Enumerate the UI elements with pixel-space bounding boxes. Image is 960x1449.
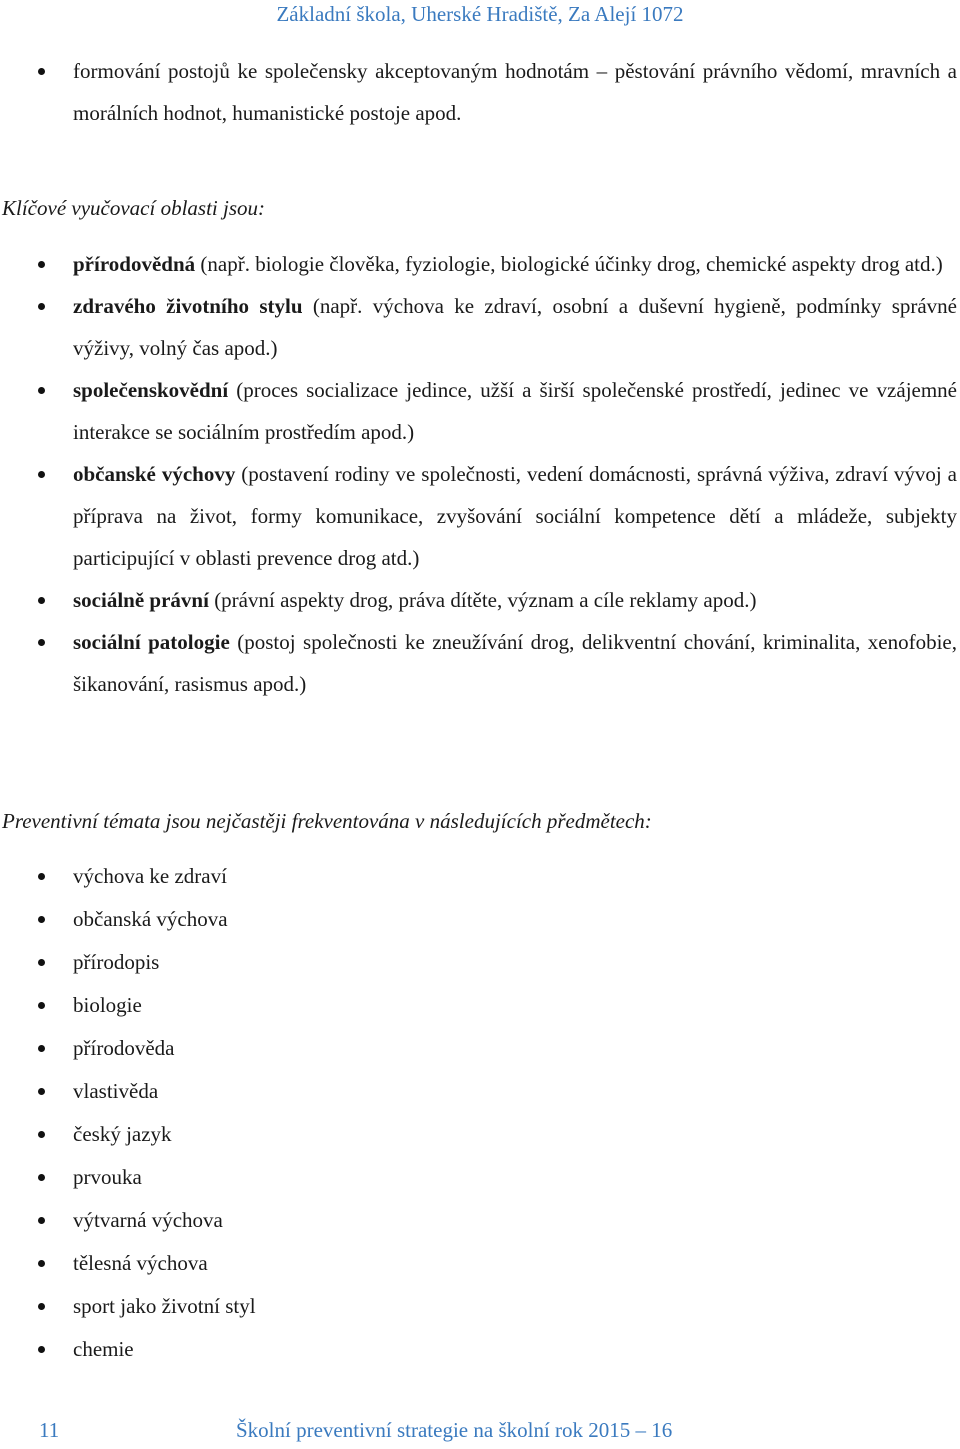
- list-item: [0, 369, 960, 453]
- subject-name: biologie: [73, 993, 142, 1017]
- list-item: [0, 579, 960, 621]
- bullet-icon: [36, 1242, 46, 1285]
- list-item: [0, 1113, 960, 1156]
- subject-name: chemie: [73, 1337, 134, 1361]
- list-item: [0, 1199, 960, 1242]
- list-item: [0, 285, 960, 369]
- bullet-icon: [36, 243, 46, 285]
- area-description: (např. biologie člověka, fyziologie, biologické účinky drog, chemické aspekty drog atd.): [195, 252, 943, 276]
- list-item: [0, 50, 960, 134]
- list-item: [0, 453, 960, 579]
- bullet-icon: [36, 1027, 46, 1070]
- subject-name: vlastivěda: [73, 1079, 159, 1103]
- subject-name: český jazyk: [73, 1122, 172, 1146]
- area-name: sociálně právní: [73, 588, 209, 612]
- area-description: (právní aspekty drog, práva dítěte, význam a cíle reklamy apod.): [208, 588, 757, 612]
- intro-list: [0, 50, 960, 134]
- header-text: Základní škola, Uherské Hradiště, Za Alejí 1072: [276, 2, 684, 26]
- section-heading-subjects: Preventivní témata jsou nejčastěji frekventována v následujících předmětech:: [2, 809, 652, 833]
- list-item: [0, 1328, 960, 1371]
- bullet-icon: [36, 855, 46, 898]
- key-areas-list: [0, 243, 960, 705]
- list-item: [0, 1156, 960, 1199]
- list-item: [0, 898, 960, 941]
- area-name: společenskovědní: [73, 378, 229, 402]
- list-item: [0, 941, 960, 984]
- list-item-text: formování postojů ke společensky akceptovaným hodnotám – pěstování právního vědomí, mravních a morálních hodnot, humanistické postoje apod.: [73, 59, 957, 125]
- bullet-icon: [36, 1113, 46, 1156]
- page-number: 11: [39, 1418, 60, 1442]
- bullet-icon: [36, 898, 46, 941]
- subject-name: výchova ke zdraví: [73, 864, 227, 888]
- area-description: (postoj společnosti ke zneužívání drog, delikventní chování, kriminalita, xenofobie, šikanování, rasismus apod.): [73, 630, 957, 696]
- bullet-icon: [36, 285, 46, 327]
- bullet-icon: [36, 1070, 46, 1113]
- bullet-icon: [36, 1328, 46, 1371]
- list-item: [0, 984, 960, 1027]
- bullet-icon: [36, 1156, 46, 1199]
- list-item: [0, 243, 960, 285]
- list-item: [0, 1242, 960, 1285]
- list-item: [0, 1027, 960, 1070]
- list-item: [0, 855, 960, 898]
- area-description: (proces socializace jedince, užší a širší společenské prostředí, jedinec ve vzájemné interakce se sociálním prostředím apod.): [73, 378, 957, 444]
- subject-name: tělesná výchova: [73, 1251, 208, 1275]
- bullet-icon: [36, 621, 46, 663]
- subjects-list: [0, 855, 960, 1371]
- bullet-icon: [36, 579, 46, 621]
- page-footer: [0, 1413, 960, 1447]
- footer-title: Školní preventivní strategie na školní rok 2015 – 16: [236, 1418, 673, 1442]
- area-name: zdravého životního stylu: [73, 294, 303, 318]
- area-name: občanské výchovy: [73, 462, 236, 486]
- bullet-icon: [36, 50, 46, 92]
- subject-name: přírodopis: [73, 950, 160, 974]
- area-description: (např. výchova ke zdraví, osobní a duševní hygieně, podmínky správné výživy, volný čas apod.): [73, 294, 957, 360]
- subject-name: prvouka: [73, 1165, 142, 1189]
- area-description: (postavení rodiny ve společnosti, vedení domácnosti, správná výživa, zdraví vývoj a příprava na život, formy komunikace, zvyšování sociální kompetence dětí a mládeže, subjekty participující v oblasti prevence drog atd.): [73, 462, 957, 570]
- subject-name: sport jako životní styl: [73, 1294, 256, 1318]
- list-item: [0, 1285, 960, 1328]
- subject-name: přírodověda: [73, 1036, 175, 1060]
- bullet-icon: [36, 1285, 46, 1328]
- bullet-icon: [36, 453, 46, 495]
- subject-name: výtvarná výchova: [73, 1208, 223, 1232]
- bullet-icon: [36, 984, 46, 1027]
- section-heading-key-areas: Klíčové vyučovací oblasti jsou:: [2, 196, 266, 220]
- subject-name: občanská výchova: [73, 907, 228, 931]
- page-header: [0, 0, 960, 30]
- bullet-icon: [36, 941, 46, 984]
- area-name: sociální patologie: [73, 630, 230, 654]
- bullet-icon: [36, 1199, 46, 1242]
- area-name: přírodovědná: [73, 252, 196, 276]
- list-item: [0, 621, 960, 705]
- bullet-icon: [36, 369, 46, 411]
- list-item: [0, 1070, 960, 1113]
